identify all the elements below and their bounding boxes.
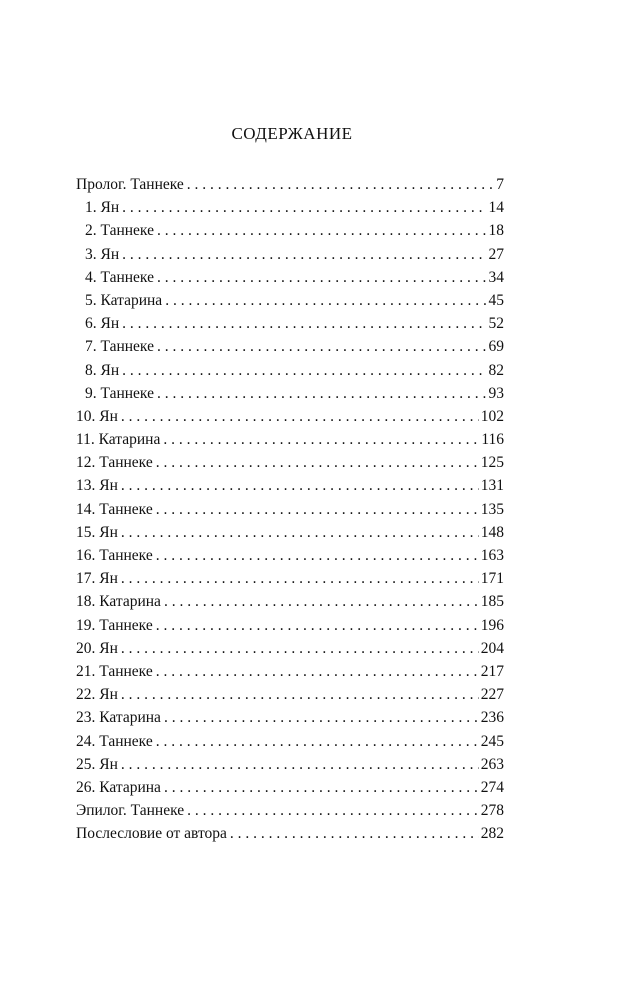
toc-entry-page-number: 69 — [488, 338, 504, 356]
toc-dot-leader — [122, 246, 486, 264]
toc-entry-label: 16. Таннеке — [76, 547, 153, 564]
toc-dot-leader — [122, 362, 486, 380]
toc-entry — [76, 176, 504, 199]
toc-entry-page-number: 27 — [488, 245, 504, 263]
toc-entry-page-number: 282 — [480, 825, 504, 843]
page-title: СОДЕРЖАНИЕ — [231, 124, 353, 143]
toc-dot-leader — [164, 779, 479, 797]
toc-entry-page-number: 93 — [488, 384, 504, 402]
toc-entry-page-number: 204 — [480, 639, 504, 657]
toc-entry-label: 9. Таннеке — [85, 384, 154, 402]
toc-dot-leader — [121, 686, 479, 704]
toc-dot-leader — [187, 802, 479, 820]
toc-entry-page-number: 7 — [496, 176, 504, 193]
toc-entry-label: 14. Таннеке — [76, 500, 153, 518]
toc-entry-label: 7. Таннеке — [85, 338, 154, 356]
toc-entry — [76, 269, 504, 292]
toc-entry-page-number: 14 — [488, 199, 504, 217]
toc-entry-label: 4. Таннеке — [85, 268, 154, 286]
toc-dot-leader — [165, 292, 486, 310]
toc-entry-page-number: 34 — [488, 268, 504, 286]
toc-dot-leader — [157, 222, 487, 240]
toc-entry-page-number: 217 — [480, 662, 504, 680]
toc-entry-label: 5. Катарина — [85, 291, 163, 309]
toc-entry-label: 23. Катарина — [76, 709, 161, 727]
toc-entry-page-number: 185 — [480, 593, 504, 611]
toc-entry — [76, 709, 504, 732]
toc-entry — [76, 385, 504, 408]
toc-dot-leader — [187, 176, 494, 194]
toc-entry — [76, 246, 504, 269]
toc-dot-leader — [121, 756, 479, 774]
toc-dot-leader — [156, 547, 479, 565]
toc-dot-leader — [121, 524, 479, 542]
toc-entry-label: 8. Ян — [85, 361, 120, 379]
toc-entry — [76, 686, 504, 709]
table-of-contents — [76, 176, 504, 848]
toc-dot-leader — [157, 385, 487, 403]
toc-entry-label: 17. Ян — [76, 570, 118, 588]
toc-entry — [76, 292, 504, 315]
toc-entry-page-number: 236 — [480, 709, 504, 727]
toc-entry-label: 18. Катарина — [76, 593, 161, 611]
toc-dot-leader — [156, 733, 479, 751]
toc-entry-page-number: 163 — [480, 547, 504, 564]
toc-entry — [76, 222, 504, 245]
toc-entry-label: Эпилог. Таннеке — [76, 802, 185, 820]
toc-entry — [76, 315, 504, 338]
toc-dot-leader — [164, 593, 479, 611]
toc-entry-label: 21. Таннеке — [76, 662, 153, 680]
toc-dot-leader — [164, 709, 479, 727]
toc-dot-leader — [121, 477, 479, 495]
toc-dot-leader — [230, 825, 479, 843]
toc-dot-leader — [122, 199, 486, 217]
toc-entry — [76, 733, 504, 756]
toc-dot-leader — [121, 640, 479, 658]
toc-entry-page-number: 148 — [480, 523, 504, 541]
toc-entry-label: 3. Ян — [85, 245, 120, 263]
toc-entry — [76, 617, 504, 640]
toc-entry-label: 19. Таннеке — [76, 616, 153, 634]
toc-dot-leader — [157, 338, 487, 356]
toc-entry — [76, 431, 504, 454]
toc-dot-leader — [156, 617, 479, 635]
toc-entry — [76, 477, 504, 500]
toc-entry — [76, 802, 504, 825]
toc-dot-leader — [122, 315, 486, 333]
toc-entry-label: 1. Ян — [85, 199, 120, 217]
toc-entry-label: 20. Ян — [76, 639, 118, 657]
toc-entry — [76, 501, 504, 524]
toc-entry — [76, 663, 504, 686]
toc-entry-page-number: 18 — [488, 222, 504, 240]
toc-entry — [76, 408, 504, 431]
toc-entry — [76, 593, 504, 616]
toc-entry-page-number: 45 — [488, 291, 504, 309]
toc-entry-page-number: 52 — [488, 315, 504, 333]
toc-entry-page-number: 245 — [480, 732, 504, 750]
toc-entry-page-number: 102 — [480, 407, 504, 425]
toc-entry-page-number: 196 — [480, 616, 504, 634]
toc-entry-label: 26. Катарина — [76, 778, 161, 796]
toc-dot-leader — [156, 454, 479, 472]
toc-entry-page-number: 116 — [481, 431, 504, 449]
toc-entry-page-number: 278 — [480, 802, 504, 820]
toc-entry-label: 11. Катарина — [76, 431, 161, 449]
toc-entry-page-number: 171 — [480, 570, 504, 588]
toc-entry-label: 10. Ян — [76, 407, 118, 425]
toc-entry-page-number: 227 — [480, 686, 504, 704]
toc-entry-label: 6. Ян — [85, 315, 120, 333]
toc-entry-page-number: 131 — [480, 477, 504, 495]
toc-entry — [76, 524, 504, 547]
toc-entry-page-number: 125 — [480, 454, 504, 472]
toc-entry-label: 25. Ян — [76, 755, 118, 773]
toc-entry — [76, 779, 504, 802]
toc-entry — [76, 640, 504, 663]
toc-entry-label: 12. Таннеке — [76, 454, 153, 472]
toc-entry-label: Пролог. Таннеке — [76, 176, 184, 193]
toc-dot-leader — [156, 501, 479, 519]
toc-entry-label: Послесловие от автора — [76, 825, 227, 843]
toc-entry-page-number: 274 — [480, 778, 504, 796]
toc-dot-leader — [157, 269, 487, 287]
toc-entry — [76, 338, 504, 361]
toc-entry — [76, 756, 504, 779]
toc-dot-leader — [156, 663, 479, 681]
toc-entry-page-number: 135 — [480, 500, 504, 518]
toc-entry — [76, 199, 504, 222]
toc-entry-label: 13. Ян — [76, 477, 118, 495]
toc-entry-page-number: 82 — [488, 361, 504, 379]
toc-entry — [76, 362, 504, 385]
toc-entry-label: 2. Таннеке — [85, 222, 154, 240]
toc-entry-label: 24. Таннеке — [76, 732, 153, 750]
toc-entry — [76, 825, 504, 848]
toc-dot-leader — [121, 570, 479, 588]
toc-entry — [76, 570, 504, 593]
toc-entry-label: 22. Ян — [76, 686, 118, 704]
toc-dot-leader — [163, 431, 479, 449]
toc-entry — [76, 454, 504, 477]
toc-entry-page-number: 263 — [480, 755, 504, 773]
toc-entry — [76, 547, 504, 570]
toc-entry-label: 15. Ян — [76, 523, 118, 541]
toc-dot-leader — [121, 408, 479, 426]
